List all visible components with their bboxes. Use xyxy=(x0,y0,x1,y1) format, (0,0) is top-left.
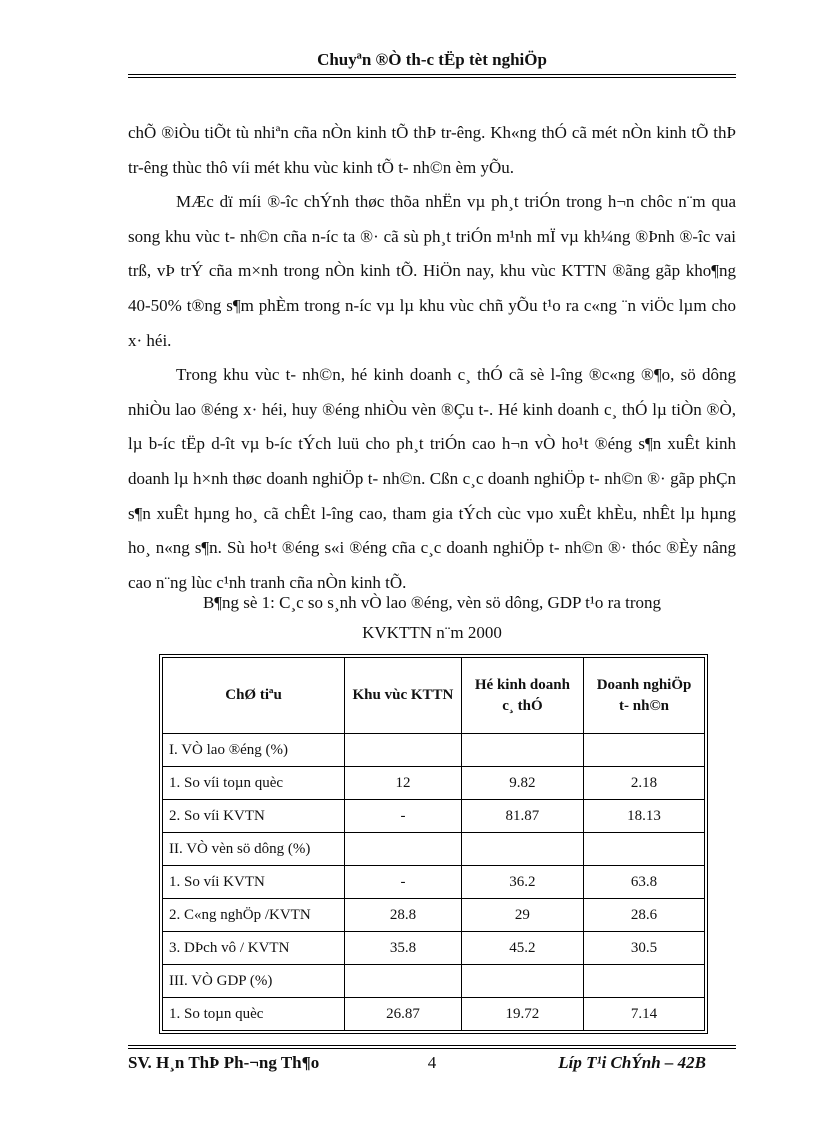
table-caption xyxy=(128,588,736,648)
cell-value: 81.87 xyxy=(461,800,583,833)
cell-value: 28.6 xyxy=(584,899,705,932)
cell-value xyxy=(584,965,705,998)
cell-value: 18.13 xyxy=(584,800,705,833)
cell-value: 19.72 xyxy=(461,998,583,1031)
cell-value xyxy=(345,833,462,866)
cell-value xyxy=(461,965,583,998)
paragraph: chÕ ®iÒu tiÕt tù nhiªn cña nÒn kinh tÕ thÞ tr-êng. Kh«ng thÓ cã mét nÒn kinh tÕ thÞ tr-êng thùc thô víi mét khu vùc kinh tÕ t- nh©n èm yÕu. xyxy=(128,123,736,177)
caption-line: KVKTTN n¨m 2000 xyxy=(362,623,502,642)
page-number: 4 xyxy=(427,1053,437,1072)
body-text xyxy=(128,116,736,600)
cell-value: 36.2 xyxy=(461,866,583,899)
cell-value: 9.82 xyxy=(461,767,583,800)
cell-value xyxy=(584,734,705,767)
table-header-row xyxy=(163,658,705,734)
cell-value: 35.8 xyxy=(345,932,462,965)
row-label: 1. So toµn quèc xyxy=(163,998,345,1031)
footer-rule xyxy=(128,1048,736,1049)
row-label: 1. So víi toµn quèc xyxy=(163,767,345,800)
row-label: II. VÒ vèn sö dông (%) xyxy=(163,833,345,866)
cell-value: 2.18 xyxy=(584,767,705,800)
cell-value: 30.5 xyxy=(584,932,705,965)
cell-value xyxy=(461,734,583,767)
paragraph: Trong khu vùc t- nh©n, hé kinh doanh c¸ thÓ cã sè l-îng ®c«ng ®¶o, sö dông nhiÒu lao ®éng x· héi, huy ®éng nhiÒu vèn ®Çu t-. Hé kinh doanh c¸ thÓ lµ tiÒn ®Ò, lµ b-íc tËp d-ît vµ b-íc tÝch luü cho ph¸t triÓn cao h¬n vÒ ho¹t ®éng s¶n xuÊt kinh doanh lµ h×nh thøc doanh nghiÖp t- nh©n. Cßn c¸c doanh nghiÖp t- nh©n ®· gãp phÇn s¶n xuÊt hµng ho¸ cã chÊt l-îng cao, tham gia tÝch cùc vµo xuÊt khÈu, nhÊt lµ hµng ho¸ n«ng s¶n. Sù ho¹t ®éng s«i ®éng cña c¸c doanh nghiÖp t- nh©n ®· thóc ®Èy nâng cao n¨ng lùc c¹nh tranh cña nÒn kinh tÕ. xyxy=(128,365,736,592)
header-rule xyxy=(128,77,736,78)
footer-author: SV. H¸n ThÞ Ph-¬ng Th¶o xyxy=(128,1053,320,1072)
column-header: Hé kinh doanh c¸ thÓ xyxy=(461,658,583,734)
row-label: 3. DÞch vô / KVTN xyxy=(163,932,345,965)
caption-line: B¶ng sè 1: C¸c so s¸nh vÒ lao ®éng, vèn sö dông, GDP t¹o ra trong xyxy=(202,593,662,612)
cell-value: 28.8 xyxy=(345,899,462,932)
row-label: 1. So víi KVTN xyxy=(163,866,345,899)
cell-value xyxy=(584,833,705,866)
paragraph: MÆc dï míi ®-îc chÝnh thøc thõa nhËn vµ ph¸t triÓn trong h¬n chôc n¨m qua song khu vùc t- nh©n cña n-íc ta ®· cã sù ph¸t triÓn m¹nh mÏ vµ kh¼ng ®Þnh ®-îc vai trß, vÞ trÝ cña m×nh trong nÒn kinh tÕ. HiÖn nay, khu vùc KTTN ®ãng gãp kho¶ng 40-50% t®ng s¶m phÈm trong n-íc vµ lµ khu vùc chñ yÕu t¹o ra c«ng ¨n viÖc lµm cho x· héi. xyxy=(128,192,736,350)
footer-rule xyxy=(128,1045,736,1046)
table-row xyxy=(163,899,705,932)
table-row xyxy=(163,965,705,998)
row-label: 2. C«ng nghÖp /KVTN xyxy=(163,899,345,932)
cell-value: 12 xyxy=(345,767,462,800)
footer-class: Líp T¹i ChÝnh – 42B xyxy=(558,1053,706,1072)
table-row xyxy=(163,932,705,965)
row-label: 2. So víi KVTN xyxy=(163,800,345,833)
cell-value: 26.87 xyxy=(345,998,462,1031)
column-header: Khu vùc KTTN xyxy=(345,658,462,734)
header-rule xyxy=(128,74,736,75)
table-row xyxy=(163,734,705,767)
table-row xyxy=(163,800,705,833)
row-label: III. VÒ GDP (%) xyxy=(163,965,345,998)
cell-value: 45.2 xyxy=(461,932,583,965)
table-row xyxy=(163,866,705,899)
cell-value: 29 xyxy=(461,899,583,932)
column-header: ChØ tiªu xyxy=(163,658,345,734)
cell-value xyxy=(461,833,583,866)
cell-value: - xyxy=(345,800,462,833)
table-row xyxy=(163,767,705,800)
column-header: Doanh nghiÖp t- nh©n xyxy=(584,658,705,734)
cell-value: - xyxy=(345,866,462,899)
table-row xyxy=(163,833,705,866)
cell-value: 63.8 xyxy=(584,866,705,899)
table-row xyxy=(163,998,705,1031)
cell-value xyxy=(345,734,462,767)
statistics-table xyxy=(162,657,705,1031)
row-label: I. VÒ lao ®éng (%) xyxy=(163,734,345,767)
page-header-title: Chuyªn ®Ò th-c tËp tèt nghiÖp xyxy=(317,50,547,69)
cell-value: 7.14 xyxy=(584,998,705,1031)
cell-value xyxy=(345,965,462,998)
